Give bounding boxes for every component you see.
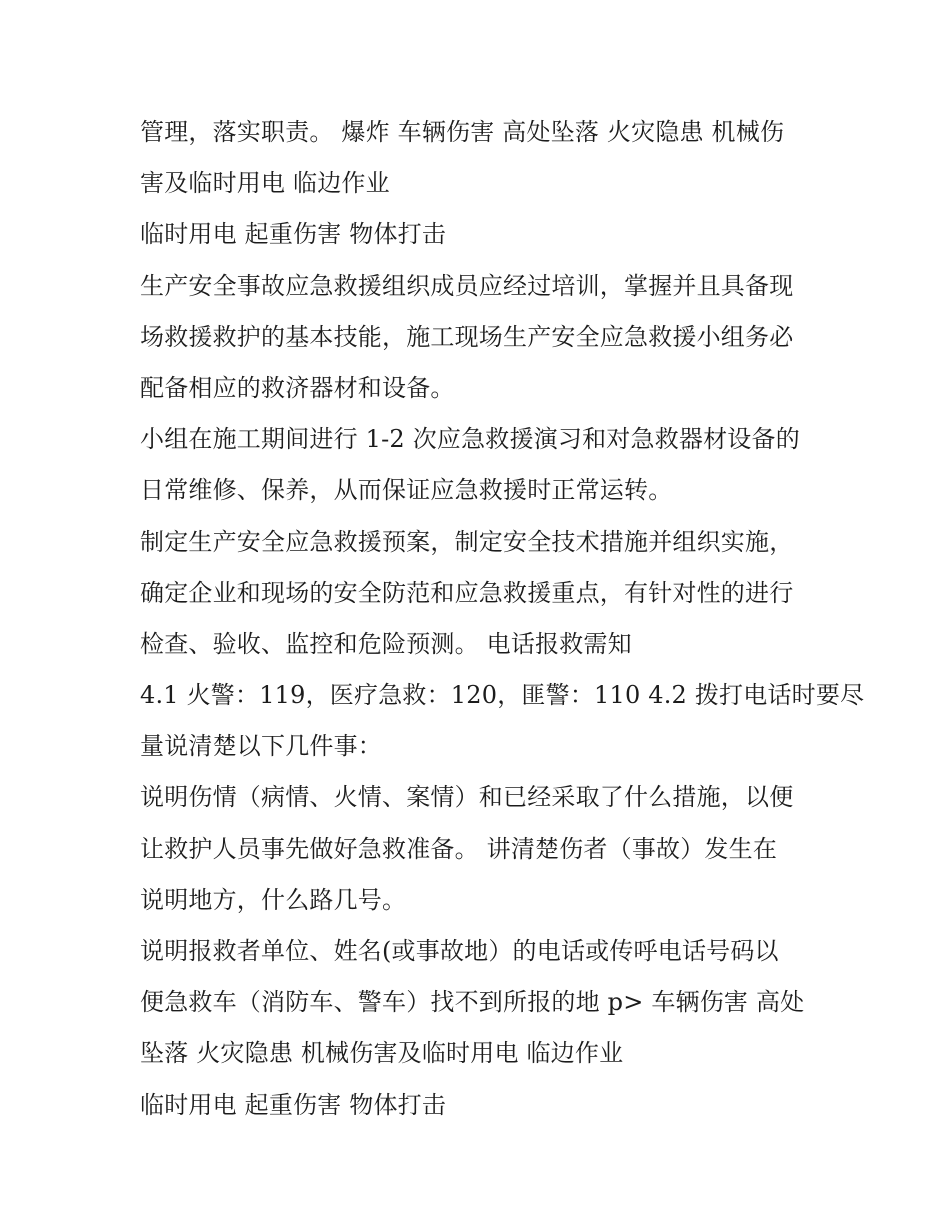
text-line: 便急救车（消防车、警车）找不到所报的地 p> 车辆伤害 高处 [140, 988, 805, 1017]
text-line: 临时用电 起重伤害 物体打击 [140, 220, 447, 249]
text-line: 说明报救者单位、姓名(或事故地）的电话或传呼电话号码以 [140, 937, 779, 965]
text-line: 害及临时用电 临边作业 [140, 169, 390, 198]
text-line: 临时用电 起重伤害 物体打击 [140, 1090, 447, 1119]
text-line: 检查、验收、监控和危险预测。 电话报救需知 [140, 629, 632, 658]
text-line: 日常维修、保养，从而保证应急救援时正常运转。 [140, 476, 673, 505]
text-line: 说明伤情（病情、火情、案情）和已经采取了什么措施，以便 [140, 783, 794, 812]
text-line: 说明地方，什么路几号。 [140, 885, 407, 914]
text-line: 确定企业和现场的安全防范和应急救援重点，有针对性的进行 [140, 578, 794, 607]
text-line: 小组在施工期间进行 1-2 次应急救援演习和对急救器材设备的 [140, 425, 800, 454]
text-line: 坠落 火灾隐患 机械伤害及临时用电 临边作业 [140, 1039, 624, 1068]
text-line: 配备相应的救济器材和设备。 [140, 373, 455, 402]
text-line: 制定生产安全应急救援预案，制定安全技术措施并组织实施， [140, 527, 794, 556]
text-line: 量说清楚以下几件事： [140, 732, 382, 761]
text-line: 生产安全事故应急救援组织成员应经过培训，掌握并且具备现 [140, 271, 794, 300]
text-line: 管理，落实职责。 爆炸 车辆伤害 高处坠落 火灾隐患 机械伤 [140, 118, 785, 146]
text-line: 场救援救护的基本技能，施工现场生产安全应急救援小组务必 [140, 322, 794, 351]
document-body [140, 107, 865, 1131]
text-line: 4.1 火警：119，医疗急救：120，匪警：110 4.2 拨打电话时要尽 [140, 681, 865, 710]
text-line: 让救护人员事先做好急救准备。 讲清楚伤者（事故）发生在 [140, 834, 778, 863]
